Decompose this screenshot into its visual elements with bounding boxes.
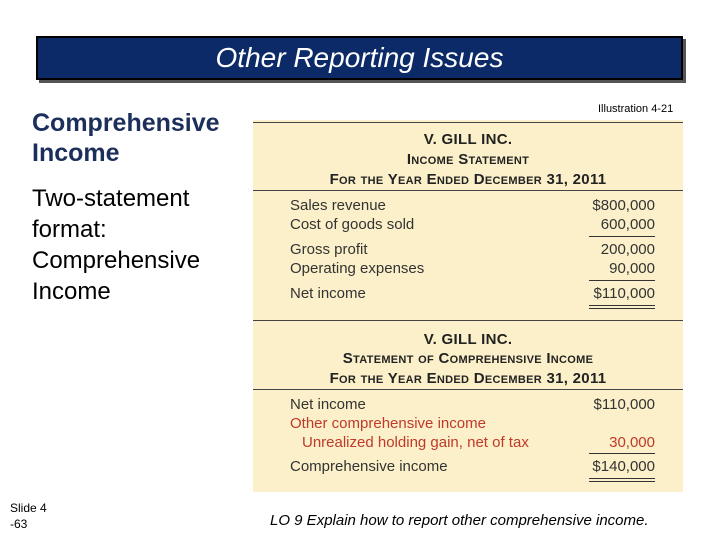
row-amount: 600,000: [600, 216, 655, 233]
income-statement-period: For the Year Ended December 31, 2011: [329, 171, 607, 188]
statement-row: [290, 285, 655, 305]
double-underline: [589, 308, 655, 309]
row-amount: 200,000: [600, 241, 655, 258]
underline: [589, 280, 655, 281]
statement-row: [290, 260, 655, 280]
divider: [253, 389, 683, 390]
row-amount: 90,000: [609, 260, 655, 277]
format-line1: Two-statement: [32, 185, 190, 212]
row-label: Gross profit: [290, 241, 368, 258]
row-label: Unrealized holding gain, net of tax: [302, 434, 529, 451]
underline: [589, 236, 655, 237]
double-underline: [589, 305, 655, 306]
row-label: Comprehensive income: [290, 458, 448, 475]
divider: [253, 190, 683, 191]
slide-title: Other Reporting Issues: [215, 42, 504, 73]
slide-number-line1: Slide 4: [10, 501, 47, 515]
statement-row: [290, 396, 655, 416]
format-line2: format:: [32, 216, 107, 243]
statement-row: [290, 241, 655, 261]
divider: [253, 320, 683, 321]
row-label: Sales revenue: [290, 197, 386, 214]
underline: [589, 453, 655, 454]
statement-row: [290, 216, 655, 236]
comprehensive-statement-company: V. GILL INC.: [423, 331, 513, 348]
slide-number: [10, 500, 47, 532]
income-statement-company: V. GILL INC.: [423, 131, 513, 148]
row-amount: $140,000: [592, 458, 655, 475]
illustration-label: Illustration 4-21: [598, 103, 674, 115]
section-heading: [32, 108, 252, 168]
comprehensive-statement-period: For the Year Ended December 31, 2011: [329, 370, 607, 387]
row-amount: $110,000: [593, 285, 655, 302]
statement-row: [290, 458, 655, 478]
section-heading-line1: Comprehensive: [32, 109, 220, 137]
comprehensive-statement-title: Statement of Comprehensive Income: [342, 350, 594, 367]
row-amount: 30,000: [609, 434, 655, 451]
divider: [253, 122, 683, 123]
income-statement-title: Income Statement: [406, 151, 530, 168]
double-underline: [589, 481, 655, 482]
title-bar: [36, 36, 683, 80]
learning-objective: LO 9 Explain how to report other comprehensive income.: [270, 512, 649, 529]
statement-row: [290, 434, 655, 454]
slide-number-line2: -63: [10, 517, 28, 531]
row-label: Cost of goods sold: [290, 216, 415, 233]
double-underline: [589, 478, 655, 479]
row-amount: $800,000: [592, 197, 655, 214]
format-line3: Comprehensive: [32, 247, 201, 274]
statement-row: [290, 415, 655, 435]
statement-row: [290, 197, 655, 217]
row-label: Net income: [290, 285, 366, 302]
row-label: Net income: [290, 396, 366, 413]
format-description: [32, 183, 252, 307]
section-heading-line2: Income: [32, 139, 120, 167]
format-line4: Income: [32, 278, 111, 305]
row-label: Other comprehensive income: [290, 415, 486, 432]
row-label: Operating expenses: [290, 260, 425, 277]
row-amount: $110,000: [593, 396, 655, 413]
